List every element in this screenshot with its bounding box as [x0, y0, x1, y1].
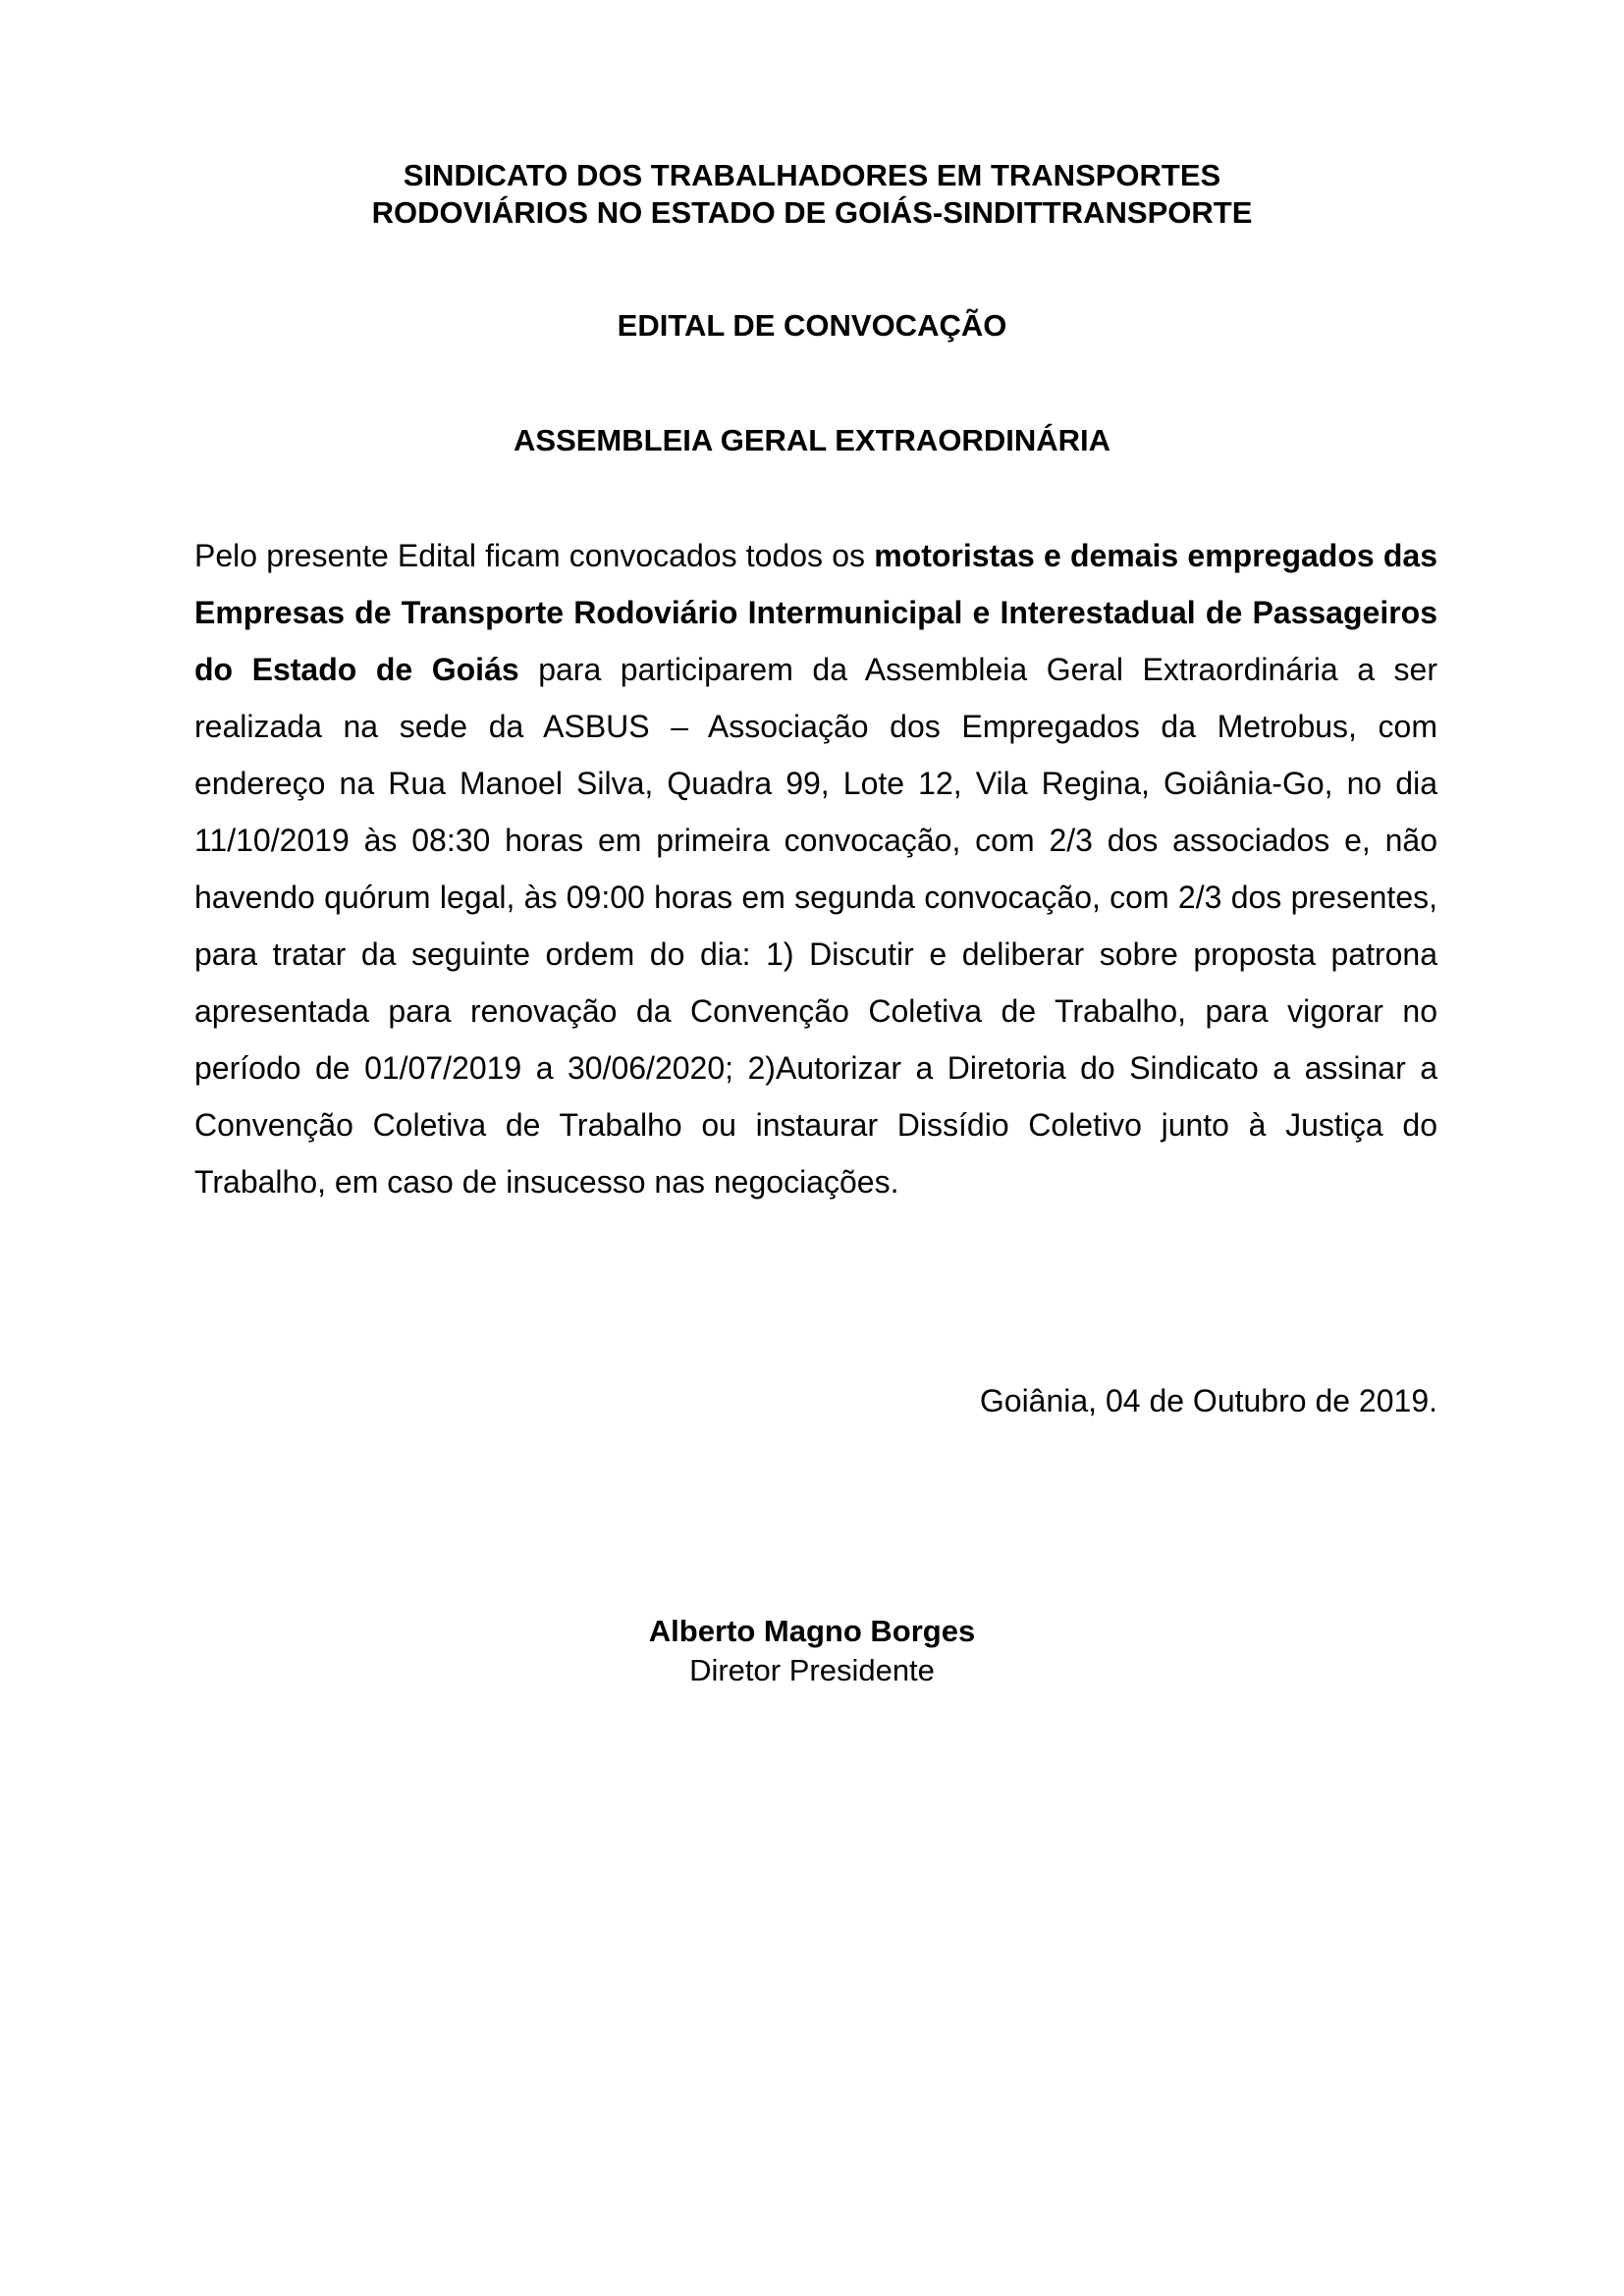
union-header: [0, 157, 1624, 232]
edital-title: EDITAL DE CONVOCAÇÃO: [617, 308, 1007, 343]
body-recipients: motoristas e demais empregados das Empresas de Transporte Rodoviário Intermunicipal e Interestadual de Passageiros do Estado de Goiás: [194, 538, 1438, 687]
body-intro: Pelo presente Edital ficam convocados todos os: [194, 538, 875, 573]
assembly-title: ASSEMBLEIA GERAL EXTRAORDINÁRIA: [514, 423, 1110, 457]
signatory-name: Alberto Magno Borges: [648, 1614, 976, 1648]
signature-block: [0, 1612, 1624, 1690]
place-and-date: Goiânia, 04 de Outubro de 2019.: [979, 1383, 1437, 1418]
body-details: para participarem da Assembleia Geral Extraordinária a ser realizada na sede da ASBUS – Associação dos Empregados da Metrobus, com endereço na Rua Manoel Silva, Quadra 99, Lote 12, Vila Regina, Goiânia-Go, no dia 11/10/2019 às 08:30 horas em primeira convocação, com 2/3 dos associados e, não havendo quórum legal, às 09:00 horas em segunda convocação, com 2/3 dos presentes, para tratar da seguinte ordem do dia: 1) Discutir e deliberar sobre proposta patrona apresentada para renovação da Convenção Coletiva de Trabalho, para vigorar no período de 01/07/2019 a 30/06/2020; 2)Autorizar a Diretoria do Sindicato a assinar a Convenção Coletiva de Trabalho ou instaurar Dissídio Coletivo junto à Justiça do Trabalho, em caso de insucesso nas negociações.: [194, 652, 1438, 1200]
union-name-line-1: SINDICATO DOS TRABALHADORES EM TRANSPORTES: [403, 158, 1221, 192]
convocation-body: [194, 527, 1437, 1210]
union-name-line-2: RODOVIÁRIOS NO ESTADO DE GOIÁS-SINDITTRANSPORTE: [371, 195, 1253, 230]
signatory-role: Diretor Presidente: [689, 1653, 935, 1687]
